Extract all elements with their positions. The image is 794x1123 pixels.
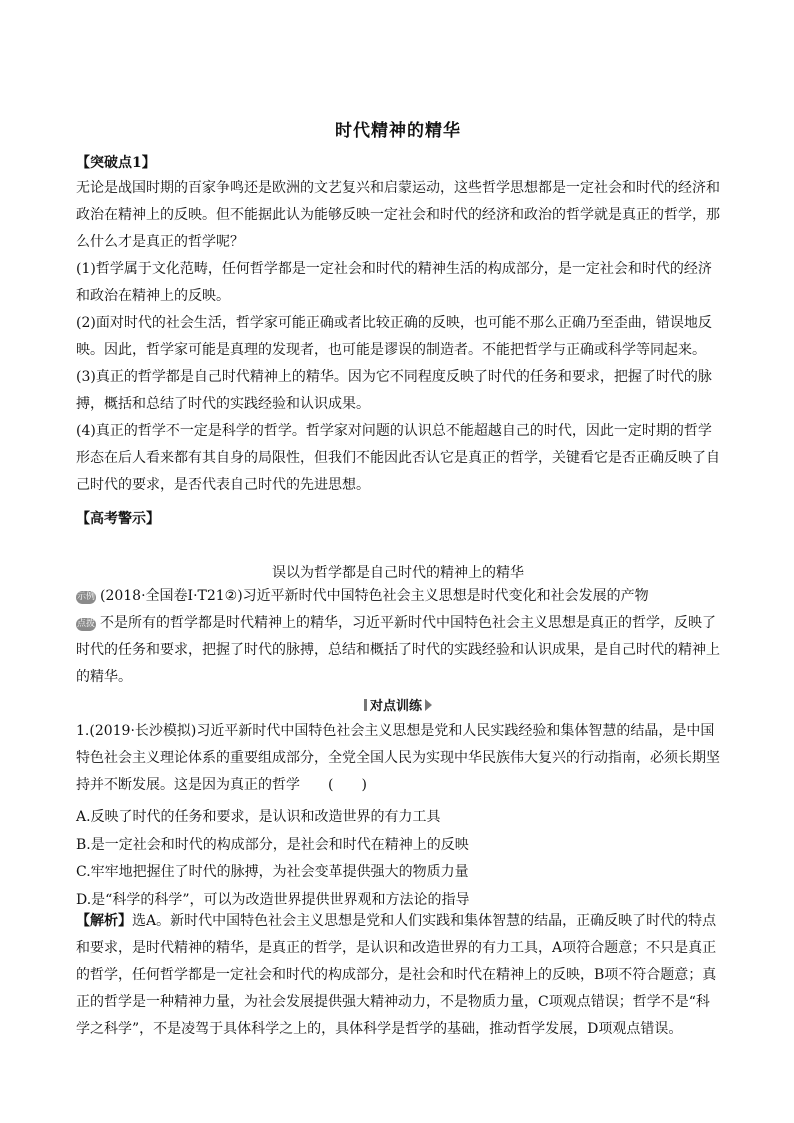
example-text: (2018·全国卷Ⅰ·T21②)习近平新时代中国特色社会主义思想是时代变化和社会发展的产物: [100, 588, 649, 604]
option-c: C.牢牢地把握住了时代的脉搏，为社会变革提供强大的物质力量: [76, 864, 469, 880]
section-heading-warning: 【高考警示】: [76, 511, 160, 527]
example-tag: 示例: [76, 592, 95, 602]
option-a: A.反映了时代的任务和要求，是认识和改造世界的有力工具: [76, 809, 441, 825]
analysis-paragraph: [76, 610, 720, 691]
point-1: (1)哲学属于文化范畴，任何哲学都是一定社会和时代的精神生活的构成部分，是一定社会和时代的经济和政治在精神上的反映。: [76, 261, 712, 304]
page-title: 时代精神的精华: [335, 121, 461, 141]
training-label: 对点训练: [369, 699, 422, 714]
example-line: [76, 583, 720, 610]
triangle-right-icon: [425, 699, 432, 711]
bar-decoration: [364, 699, 367, 711]
intro-paragraph: 无论是战国时期的百家争鸣还是欧洲的文艺复兴和启蒙运动，这些哲学思想都是一定社会和时代的经济和政治在精神上的反映。但不能据此认为能够反映一定社会和时代的经济和政治的哲学就是真正的哲学，那么什么才是真正的哲学呢？: [76, 180, 720, 250]
training-banner: [76, 695, 720, 715]
option-b: B.是一定社会和时代的构成部分，是社会和时代在精神上的反映: [76, 837, 469, 853]
point-4: (4)真正的哲学不一定是科学的哲学。哲学家对问题的认识总不能超越自己的时代，因此一定时期的哲学形态在后人看来都有其自身的局限性，但我们不能因此否认它是真正的哲学，关键看它是否正确反映了自己时代的要求，是否代表自己时代的先进思想。: [76, 423, 720, 493]
point-3: (3)真正的哲学都是自己时代精神上的精华。因为它不同程度反映了时代的任务和要求，把握了时代的脉搏，概括和总结了时代的实践经验和认识成果。: [76, 369, 712, 412]
answer-text: 选A。新时代中国特色社会主义思想是党和人们实践和集体智慧的结晶，正确反映了时代的特点和要求，是时代精神的精华，是真正的哲学，是认识和改造世界的有力工具，A项符合题意；不只是真正的哲学，任何哲学都是一定社会和时代的构成部分，是社会和时代在精神上的反映，B项不符合题意；真正的哲学是一种精神力量，为社会发展提供强大精神动力，不是物质力量，C项观点错误；哲学不是“科学之科学”，不是凌驾于具体科学之上的，具体科学是哲学的基础，推动哲学发展，D项观点错误。: [76, 913, 717, 1037]
option-d: D.是“科学的科学”，可以为改造世界提供世界观和方法论的指导: [76, 892, 470, 908]
answer-label: 【解析】: [76, 913, 132, 929]
question-paragraph: 1.(2019·长沙模拟)习近平新时代中国特色社会主义思想是党和人民实践经验和集体智慧的结晶，是中国特色社会主义理论体系的重要组成部分，全党全国人民为实现中华民族伟大复兴的行动指南，必须长期坚持并不断发展。这是因为真正的哲学 ( ): [76, 723, 720, 793]
section-heading-breakthrough: 【突破点1】: [76, 155, 156, 171]
answer-paragraph: [76, 908, 720, 1043]
analysis-tag: 点拨: [76, 619, 95, 629]
point-2: (2)面对时代的社会生活，哲学家可能正确或者比较正确的反映，也可能不那么正确乃至歪曲，错误地反映。因此，哲学家可能是真理的发现者，也可能是谬误的制造者。不能把哲学与正确或科学等同起来。: [76, 315, 712, 358]
warning-subtitle: 误以为哲学都是自己时代的精神上的精华: [272, 565, 524, 581]
analysis-text: 不是所有的哲学都是时代精神上的精华，习近平新时代中国特色社会主义思想是真正的哲学，反映了时代的任务和要求，把握了时代的脉搏，总结和概括了时代的实践经验和认识成果，是自己时代的精神上的精华。: [76, 615, 720, 685]
